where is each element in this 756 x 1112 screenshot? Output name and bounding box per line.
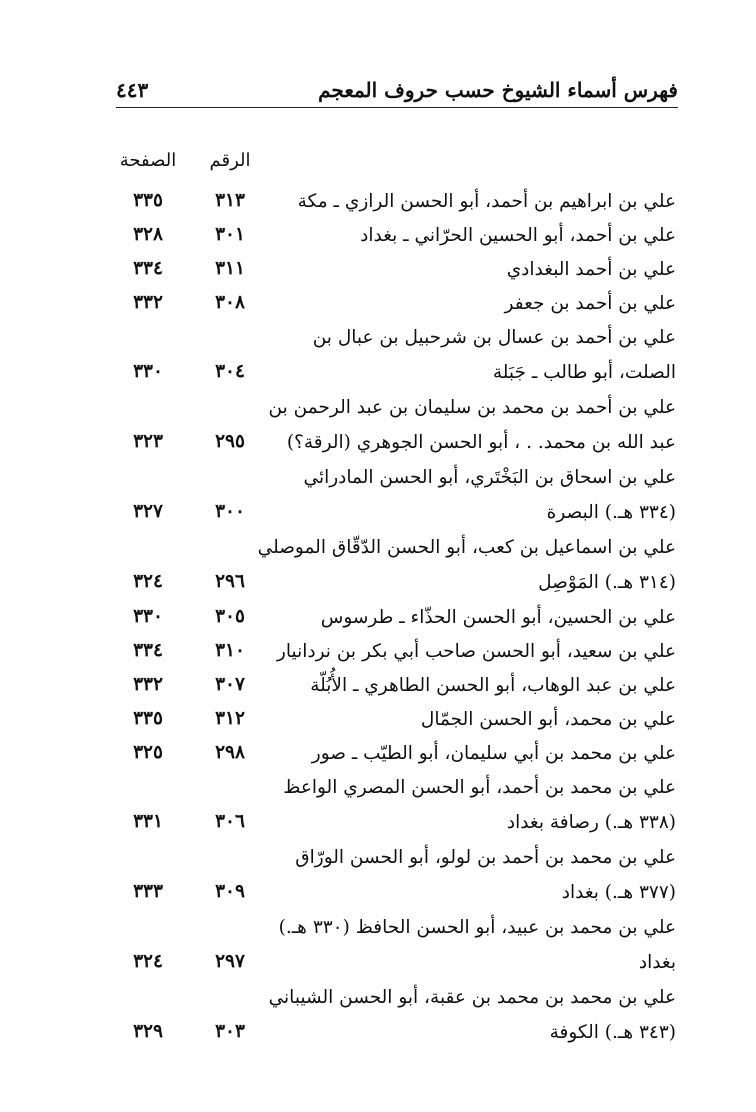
index-entry [0, 320, 756, 390]
index-entry [0, 530, 756, 600]
entry-number: ٣٠٨ [215, 292, 245, 313]
entry-page: ٣٣١ [133, 811, 163, 832]
entry-number: ٣٠٠ [215, 501, 245, 522]
index-entry [0, 286, 756, 320]
entry-name-line: علي بن الحسين، أبو الحسن الحذّاء ـ طرسوس [320, 607, 676, 628]
entry-name-line: علي بن محمد بن أحمد بن لولو، أبو الحسن الورّاق [295, 847, 676, 868]
entry-page: ٣٢٤ [133, 951, 163, 972]
index-entry [0, 390, 756, 460]
entry-name-line: علي بن أحمد بن عسال بن شرحبيل بن عبال بن [312, 327, 676, 348]
entry-name [258, 668, 676, 703]
index-entry [0, 460, 756, 530]
entry-page: ٣٣٤ [133, 640, 163, 661]
entry-page: ٣٢٧ [133, 501, 163, 522]
entry-name-line: علي بن محمد بن أحمد، أبو الحسن المصري الواعظ [283, 777, 676, 798]
entry-name [258, 530, 676, 600]
entry-page: ٣٣٢ [133, 674, 163, 695]
entry-name-line: علي بن محمد بن عبيد، أبو الحسن الحافظ (٣٣٠ هـ.) [278, 917, 676, 938]
column-header-page: الصفحة [119, 150, 177, 171]
entry-name-line: (٣٣٤ هـ.) البصرة [546, 502, 676, 523]
entry-page: ٣٣٠ [133, 606, 163, 627]
index-entry [0, 770, 756, 840]
entry-page: ٣٣٣ [133, 881, 163, 902]
entry-number: ٢٩٨ [215, 742, 245, 763]
entry-name [258, 184, 676, 219]
index-entry [0, 840, 756, 910]
index-entry [0, 218, 756, 252]
entry-number: ٣١١ [215, 258, 245, 279]
entry-number: ٣٠٦ [215, 811, 245, 832]
entry-page: ٣٣٤ [133, 258, 163, 279]
entry-number: ٣٠٩ [215, 881, 245, 902]
entry-name-line: الصلت، أبو طالب ـ جَبَلة [492, 362, 676, 383]
entry-name-line: علي بن سعيد، أبو الحسن صاحب أبي بكر بن نردانيار [276, 641, 676, 662]
index-entry [0, 252, 756, 286]
entry-number: ٣١٠ [215, 640, 245, 661]
entry-name-line: علي بن أحمد البغدادي [506, 259, 676, 280]
entry-number: ٣٠٣ [215, 1021, 245, 1042]
entry-number: ٢٩٧ [215, 951, 245, 972]
entry-name [258, 736, 676, 771]
entry-name-line: (٣٣٨ هـ.) رصافة بغداد [506, 812, 676, 833]
entry-name-line: (٣٤٣ هـ.) الكوفة [549, 1022, 676, 1043]
entry-number: ٣١٣ [215, 190, 245, 211]
index-entries [0, 184, 756, 1050]
index-entry [0, 600, 756, 634]
column-header-number: الرقم [209, 150, 251, 171]
entry-name [258, 600, 676, 635]
entry-name-line: عبد الله بن محمد. . ، أبو الحسن الجوهري (الرقة؟) [286, 432, 676, 453]
entry-number: ٣٠٤ [215, 361, 245, 382]
entry-page: ٣٢٣ [133, 431, 163, 452]
index-entry [0, 184, 756, 218]
entry-page: ٣٢٤ [133, 571, 163, 592]
entry-page: ٣٢٥ [133, 742, 163, 763]
header-rule [116, 107, 678, 108]
entry-name [258, 390, 676, 460]
index-entry [0, 668, 756, 702]
entry-number: ٢٩٦ [215, 571, 245, 592]
running-header [116, 78, 678, 104]
entry-name [258, 634, 676, 669]
entry-number: ٣٠٧ [215, 674, 245, 695]
entry-name [258, 460, 676, 530]
entry-name [258, 218, 676, 253]
entry-name-line: (٣١٤ هـ.) المَوْصِل [538, 572, 676, 593]
running-title: فهرس أسماء الشيوخ حسب حروف المعجم [318, 78, 678, 102]
entry-name-line: بغداد [638, 952, 676, 973]
index-entry [0, 736, 756, 770]
entry-number: ٣٠١ [215, 224, 245, 245]
entry-page: ٣٢٨ [133, 224, 163, 245]
entry-name-line: علي بن اسحاق بن البَخْتَري، أبو الحسن المادرائي [303, 467, 676, 488]
index-entry [0, 634, 756, 668]
entry-page: ٣٣٢ [133, 292, 163, 313]
entry-name-line: (٣٧٧ هـ.) بغداد [561, 882, 676, 903]
entry-name-line: علي بن أحمد، أبو الحسين الحرّاني ـ بغداد [360, 225, 676, 246]
entry-name-line: علي بن محمد، أبو الحسن الجمّال [420, 709, 676, 730]
entry-name [258, 286, 676, 321]
entry-name-line: علي بن عبد الوهاب، أبو الحسن الطاهري ـ الأُبُلّة [310, 675, 676, 696]
entry-page: ٣٣٥ [133, 190, 163, 211]
entry-name [258, 980, 676, 1050]
entry-name [258, 320, 676, 390]
entry-page: ٣٣٠ [133, 361, 163, 382]
entry-name-line: علي بن ابراهيم بن أحمد، أبو الحسن الرازي ـ مكة [297, 191, 676, 212]
entry-name-line: علي بن أحمد بن جعفر [504, 293, 676, 314]
entry-number: ٣٠٥ [215, 606, 245, 627]
entry-name [258, 252, 676, 287]
entry-page: ٣٢٩ [133, 1021, 163, 1042]
entry-name [258, 770, 676, 840]
entry-number: ٣١٢ [215, 708, 245, 729]
entry-name [258, 910, 676, 980]
entry-name [258, 840, 676, 910]
page-number: ٤٤٣ [116, 78, 149, 102]
index-entry [0, 980, 756, 1050]
entry-number: ٢٩٥ [215, 431, 245, 452]
entry-name-line: علي بن محمد بن أبي سليمان، أبو الطيّب ـ صور [311, 743, 676, 764]
index-entry [0, 910, 756, 980]
entry-name-line: علي بن أحمد بن محمد بن سليمان بن عبد الرحمن بن [268, 397, 676, 418]
index-entry [0, 702, 756, 736]
entry-name-line: علي بن محمد بن محمد بن عقبة، أبو الحسن الشيباني [268, 987, 676, 1008]
entry-name-line: علي بن اسماعيل بن كعب، أبو الحسن الدّقّاق الموصلي [257, 537, 676, 558]
entry-name [258, 702, 676, 737]
entry-page: ٣٣٥ [133, 708, 163, 729]
